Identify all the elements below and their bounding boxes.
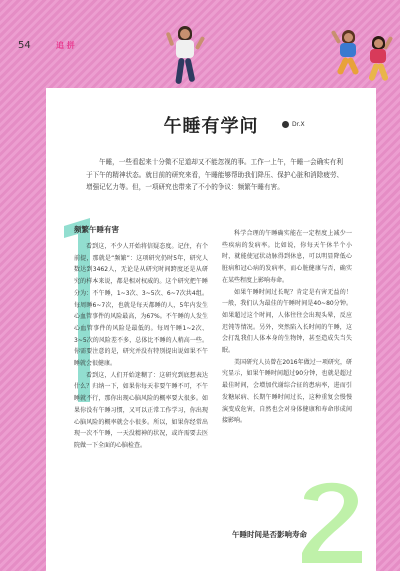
author-icon [282,121,289,128]
section-1-paragraph: 看到这，不少人开始将信疑态度。记住，有个前提，那就是“频繁”：这项研究仍时5年，研究人数达到3462人，无论是从研究时间跨度还是从研究的样本来说，都是相对权威的。这个研究把午睡分为：不午睡，1~3次、3~5次、6~7次共4组。每周睡6~7次，也就是每天都睡的人，5年内发生心血管事件的风险最高，为67%。不午睡的人发生心血管事件的风险是最低的。每周午睡1~2次、3~5次的风险差不多，总体比不睡的人稍高一些。你需要注意的是，研究并没有特别提出说如果不午睡就会很健康。 [74,243,208,368]
page-number: 54 [18,40,31,51]
section-1-paragraph: 看到这，人们开始迷糊了：这研究到底想表达什么？归纳一下，如果你每天非要午睡不可，不午睡就不行，那你出现心脑风险的概率要大很多。如果你没有午睡习惯，又可以正常工作学习，你出现心脑风险的概率就会小很多。所以，如果你经常出现一次不午睡，一天没精神的状况，或许需要去医院做一下全面的心脑检查。 [74,371,208,449]
right-paragraph: 如果午睡时间过长呢？肯定是有害无益的！一般，我们认为最佳的午睡时间是40~80分钟。如果超过这个时间，人体往往会出现头晕，反应迟钝等情况。另外，突然陷入长时间的午睡，这会打乱我们人体本身的生物钟，甚至造成失当失眠。 [222,288,352,355]
article-intro: 午睡，一些看起来十分微不足道却又不能忽视的事。工作一上午，午睡一会确实有利于下午的精神状态。就目前的研究来看，午睡能够帮助我们降压、保护心脏和消除疲劳、增强记忆力等。但，一项研究也带来了不小的争议：频繁午睡有害。 [86,158,344,191]
section-tag: 追 拼 [56,41,75,50]
right-paragraph: 美国研究人员曾在2016年做过一项研究，研究显示，如果午睡时间超过90分钟，也就是超过最佳时间，会增加代谢综合征的患病率，进而引发糖尿病、长期午睡时间过长，这种重复会慢慢演变成危害，自然也会对身体健康和寿命形成间接影响。 [222,358,352,425]
right-paragraph: 科学合理的午睡确实能在一定程度上减少一些疾病的发病率。比如说，你每天午休半个小时，就能使冠状动脉得到休息，可以明显降低心脏病和冠心病的发病率，而心脏健康与否，确实在某些程度上影响寿命。 [222,230,352,284]
author-name: Dr.X [292,121,305,128]
section-2-heading: 午睡时间是否影响寿命 [232,530,307,539]
decorative-numeral-2 [296,473,366,565]
right-column [222,228,352,427]
jumping-woman-center-photo [166,26,206,90]
article-card [46,88,376,571]
section-1-column [74,224,208,452]
jumping-woman-right-photo-1 [330,28,366,84]
author-byline [282,121,305,128]
section-1-heading: 频繁午睡有害 [74,225,119,234]
jumping-woman-right-photo-2 [362,34,396,88]
article-title: 午睡有学问 [163,116,259,137]
